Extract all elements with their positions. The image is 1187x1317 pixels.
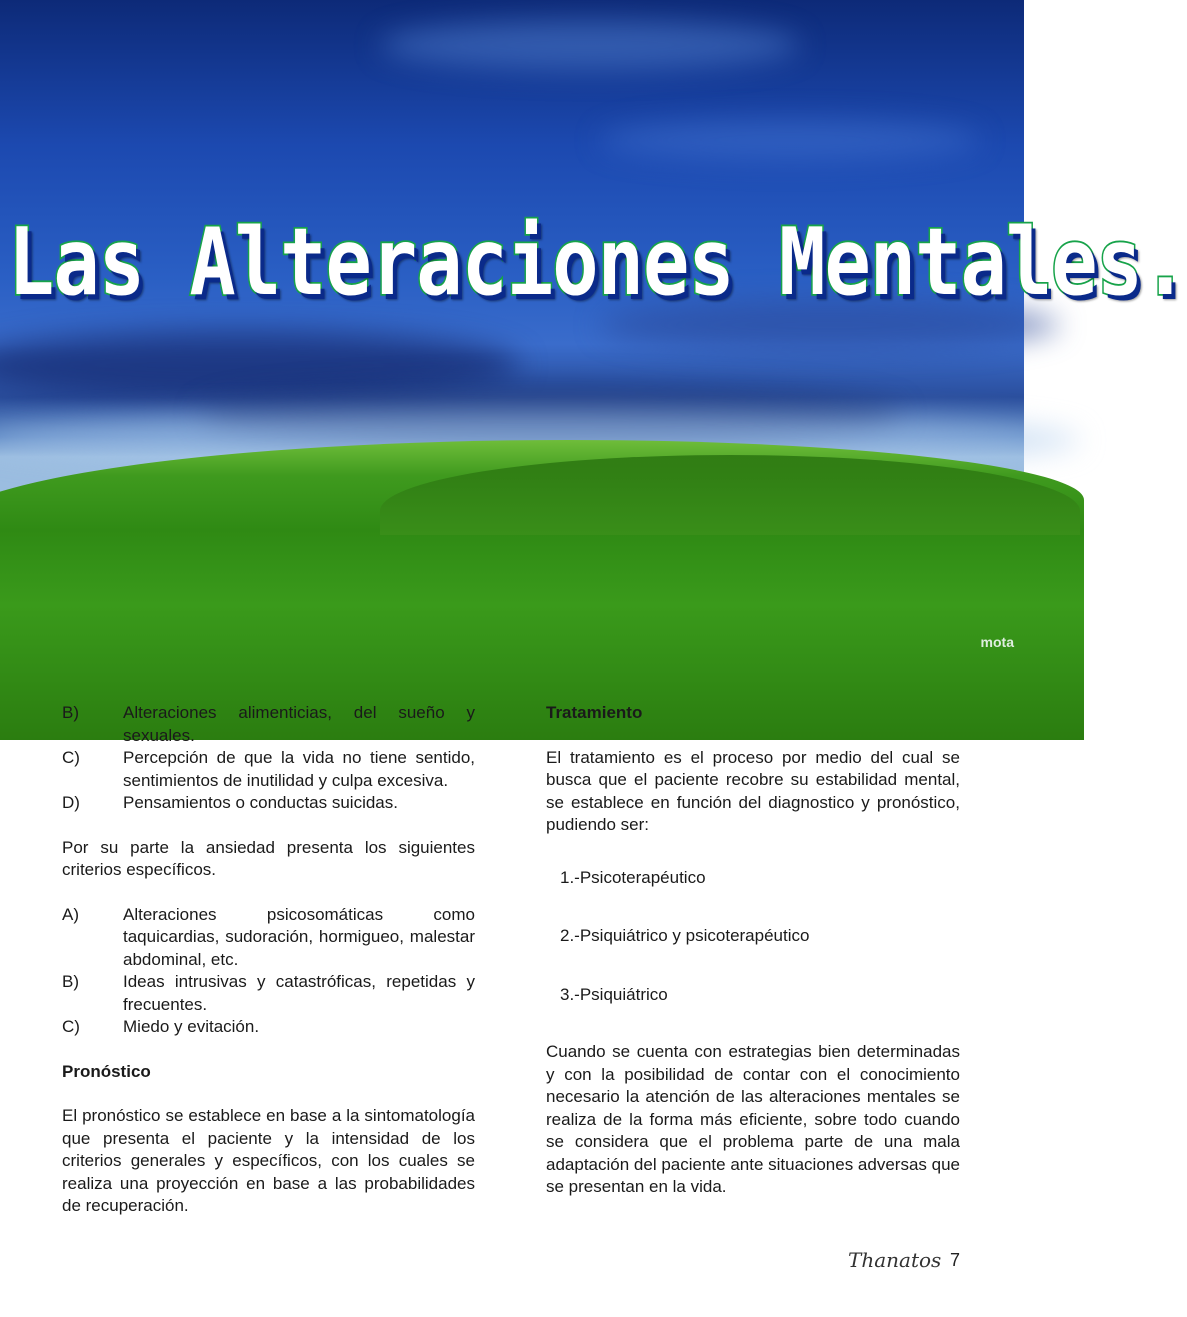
list-letter: D) <box>62 793 80 812</box>
treatment-text: El tratamiento es el proceso por medio del cual se busca que el paciente recobre su estabilidad mental, se establece en función del diagnostico y pronóstico, pudiendo ser: <box>546 747 960 834</box>
list-text: Percepción de que la vida no tiene sentido, sentimientos de inutilidad y culpa excesiva. <box>123 748 475 790</box>
treatment-item: 1.-Psicoterapéutico <box>560 867 706 887</box>
treatment-item: 2.-Psiquiátrico y psicoterapéutico <box>560 926 810 945</box>
cloud <box>600 120 980 160</box>
list-letter: A) <box>62 904 79 924</box>
closing-text: Cuando se cuenta con estrategias bien determinadas y con la posibilidad de contar con el conocimiento necesario la atención de las alteraciones mentales se realiza de la forma más eficiente, sobre todo cuando se considera que el problema parte de una mala adaptación del paciente ante situaciones adversas que se presentan en la vida. <box>546 1042 960 1196</box>
list-text: Miedo y evitación. <box>123 1017 260 1036</box>
list-item <box>62 702 475 747</box>
list-letter: C) <box>62 748 80 767</box>
list-letter: B) <box>62 972 79 991</box>
anxiety-intro: Por su parte la ansiedad presenta los siguientes criterios específicos. <box>62 837 475 879</box>
right-column <box>546 702 960 1199</box>
magazine-brand: Thanatos <box>848 1248 942 1272</box>
section-heading-prognosis: Pronóstico <box>62 1061 151 1081</box>
list-letter: B) <box>62 703 79 722</box>
list-text: Pensamientos o conductas suicidas. <box>123 793 398 812</box>
prognosis-text: El pronóstico se establece en base a la sintomatología que presenta el paciente y la intensidad de los criterios generales y específicos, con los cuales se realiza una proyección en base a las probabilidades de recuperación. <box>62 1106 475 1215</box>
list-letter: C) <box>62 1017 80 1036</box>
treatment-item: 3.-Psiquiátrico <box>560 984 668 1004</box>
list-text: Alteraciones psicosomáticas como taquicardias, sudoración, hormigueo, malestar abdominal, etc. <box>123 904 475 969</box>
list-text: Ideas intrusivas y catastróficas, repetidas y frecuentes. <box>123 972 475 1014</box>
list-item <box>62 792 475 815</box>
cloud <box>380 20 800 70</box>
left-column <box>62 702 475 1218</box>
list-item <box>62 971 475 1016</box>
list-text: Alteraciones alimenticias, del sueño y sexuales. <box>123 703 475 745</box>
page-number: 7 <box>950 1250 961 1270</box>
page-title: Las Alteraciones Mentales. <box>8 210 1187 317</box>
list-item <box>62 1016 475 1039</box>
section-heading-treatment: Tratamiento <box>546 703 643 722</box>
list-item <box>62 904 475 972</box>
image-watermark: mota <box>980 634 1014 650</box>
list-item <box>62 747 475 792</box>
